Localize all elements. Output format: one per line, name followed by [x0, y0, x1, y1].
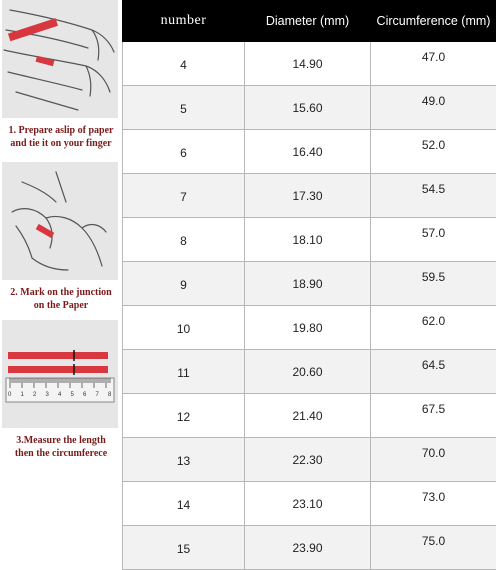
cell-circumference: 62.0 [371, 306, 496, 350]
cell-number: 9 [123, 262, 245, 306]
cell-diameter: 18.90 [245, 262, 371, 306]
cell-diameter: 20.60 [245, 350, 371, 394]
cell-number: 14 [123, 482, 245, 526]
cell-circumference: 54.5 [371, 174, 496, 218]
cell-diameter: 18.10 [245, 218, 371, 262]
table-row [123, 526, 496, 570]
table-row [123, 350, 496, 394]
cell-diameter: 21.40 [245, 394, 371, 438]
cell-circumference: 49.0 [371, 86, 496, 130]
ruler-number: 5 [71, 392, 75, 398]
cell-circumference: 73.0 [371, 482, 496, 526]
table-row [123, 262, 496, 306]
cell-diameter: 23.90 [245, 526, 371, 570]
cell-circumference: 70.0 [371, 438, 496, 482]
ruler-measuring-icon [2, 320, 118, 428]
cell-number: 10 [123, 306, 245, 350]
ring-size-table [122, 0, 496, 570]
step2-text: 2. Mark on the junction on the Paper [0, 286, 122, 312]
table-row [123, 218, 496, 262]
step2-image [2, 162, 118, 280]
cell-number: 11 [123, 350, 245, 394]
cell-circumference: 47.0 [371, 42, 496, 86]
header-number: number [123, 1, 245, 42]
cell-circumference: 67.5 [371, 394, 496, 438]
ruler-number: 4 [58, 392, 62, 398]
header-diameter: Diameter (mm) [245, 1, 371, 42]
ring-size-table-area [122, 0, 496, 500]
ruler-number: 0 [8, 392, 12, 398]
cell-diameter: 15.60 [245, 86, 371, 130]
cell-diameter: 19.80 [245, 306, 371, 350]
ruler-number: 6 [83, 392, 87, 398]
cell-diameter: 23.10 [245, 482, 371, 526]
ruler-number: 8 [108, 392, 112, 398]
cell-circumference: 57.0 [371, 218, 496, 262]
ruler-number: 3 [46, 392, 50, 398]
cell-number: 7 [123, 174, 245, 218]
cell-number: 8 [123, 218, 245, 262]
cell-diameter: 22.30 [245, 438, 371, 482]
instructions-column [0, 0, 122, 500]
step1-image [2, 0, 118, 118]
cell-diameter: 17.30 [245, 174, 371, 218]
cell-number: 6 [123, 130, 245, 174]
cell-number: 4 [123, 42, 245, 86]
ruler-number: 2 [33, 392, 37, 398]
cell-circumference: 59.5 [371, 262, 496, 306]
cell-number: 13 [123, 438, 245, 482]
table-row [123, 86, 496, 130]
table-row [123, 306, 496, 350]
table-row [123, 438, 496, 482]
step3-text: 3.Measure the length then the circumferece [0, 434, 122, 460]
cell-number: 12 [123, 394, 245, 438]
table-header-row [123, 1, 496, 42]
hand-with-paper-strip-icon [2, 0, 118, 118]
hand-marking-paper-icon [2, 162, 118, 280]
table-row [123, 42, 496, 86]
cell-circumference: 75.0 [371, 526, 496, 570]
step3-image [2, 320, 118, 428]
cell-number: 15 [123, 526, 245, 570]
cell-diameter: 14.90 [245, 42, 371, 86]
cell-circumference: 64.5 [371, 350, 496, 394]
ruler-number: 7 [96, 392, 100, 398]
ruler-number: 1 [21, 392, 25, 398]
table-row [123, 174, 496, 218]
table-row [123, 130, 496, 174]
table-row [123, 394, 496, 438]
cell-circumference: 52.0 [371, 130, 496, 174]
step1-text: 1. Prepare aslip of paper and tie it on your finger [0, 124, 122, 150]
table-row [123, 482, 496, 526]
header-circumference: Circumference (mm) [371, 1, 496, 42]
cell-number: 5 [123, 86, 245, 130]
cell-diameter: 16.40 [245, 130, 371, 174]
